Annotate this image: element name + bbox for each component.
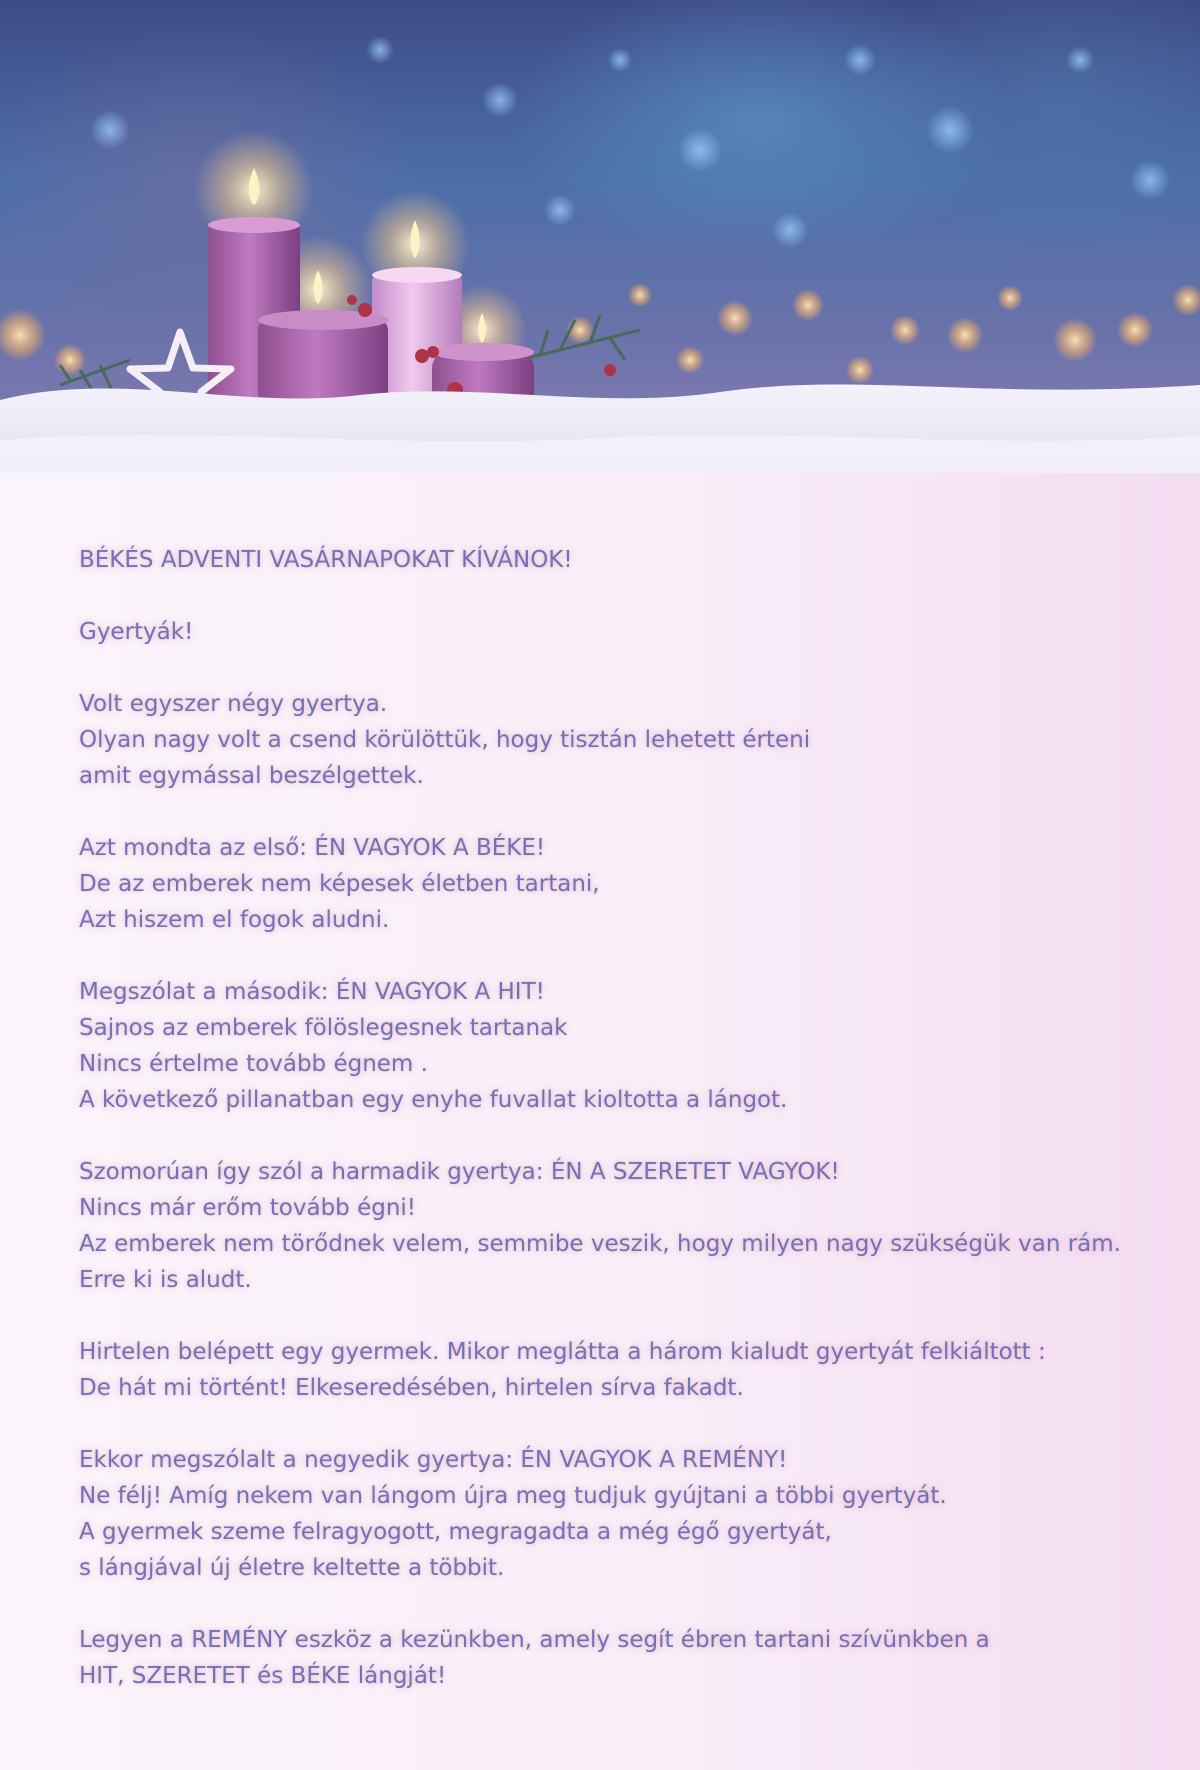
stanza-2-line: De az emberek nem képesek életben tartani, xyxy=(79,871,600,897)
stanza-1-line: amit egymással beszélgettek. xyxy=(79,763,424,789)
advent-candles-illustration xyxy=(0,0,1200,473)
stanza-2-line: Azt hiszem el fogok aludni. xyxy=(79,907,390,933)
stanza-4-line: Nincs már erőm tovább égni! xyxy=(79,1195,417,1221)
advent-candles-banner xyxy=(0,0,1200,473)
stanza-1-line: Olyan nagy volt a csend körülöttük, hogy tisztán lehetett érteni xyxy=(79,727,811,753)
stanza-4-line: Erre ki is aludt. xyxy=(79,1267,252,1293)
closing-line: Legyen a REMÉNY eszköz a kezünkben, amely segít ébren tartani szívünkben a xyxy=(79,1627,990,1653)
stanza-4-line: Az emberek nem törődnek velem, semmibe veszik, hogy milyen nagy szükségük van rám. xyxy=(79,1231,1121,1257)
stanza-6-line: s lángjával új életre keltette a többit. xyxy=(79,1555,505,1581)
stanza-5-line: De hát mi történt! Elkeseredésében, hirtelen sírva fakadt. xyxy=(79,1375,744,1401)
poem-title: Gyertyák! xyxy=(79,619,194,645)
stanza-3-line: A következő pillanatban egy enyhe fuvallat kioltotta a lángot. xyxy=(79,1087,788,1113)
closing-line: HIT, SZERETET és BÉKE lángját! xyxy=(79,1663,447,1689)
stanza-3-line: Sajnos az emberek fölöslegesnek tartanak xyxy=(79,1015,568,1041)
stanza-5-line: Hirtelen belépett egy gyermek. Mikor meglátta a három kialudt gyertyát felkiáltott : xyxy=(79,1339,1046,1365)
stanza-6-line: A gyermek szeme felragyogott, megragadta a még égő gyertyát, xyxy=(79,1519,832,1545)
stanza-6-line: Ne félj! Amíg nekem van lángom újra meg tudjuk gyújtani a többi gyertyát. xyxy=(79,1483,947,1509)
stanza-3-line: Megszólat a második: ÉN VAGYOK A HIT! xyxy=(79,979,545,1005)
stanza-3-line: Nincs értelme tovább égnem . xyxy=(79,1051,428,1077)
stanza-2-line: Azt mondta az első: ÉN VAGYOK A BÉKE! xyxy=(79,835,546,861)
poem-body xyxy=(79,542,1159,1694)
greeting-heading: BÉKÉS ADVENTI VASÁRNAPOKAT KÍVÁNOK! xyxy=(79,547,573,573)
stanza-6-line: Ekkor megszólalt a negyedik gyertya: ÉN VAGYOK A REMÉNY! xyxy=(79,1447,788,1473)
stanza-4-line: Szomorúan így szól a harmadik gyertya: ÉN A SZERETET VAGYOK! xyxy=(79,1159,840,1185)
stanza-1-line: Volt egyszer négy gyertya. xyxy=(79,691,388,717)
